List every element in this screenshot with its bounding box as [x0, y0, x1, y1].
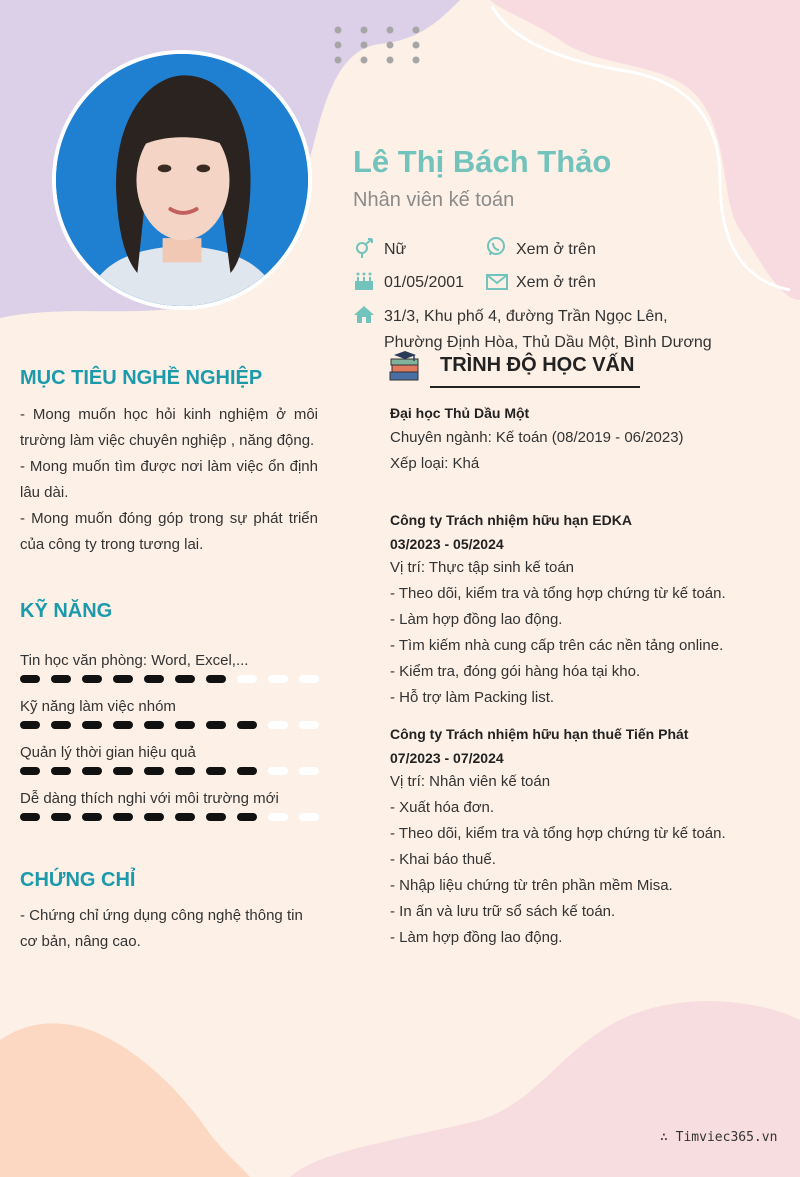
- job-task: - Hỗ trợ làm Packing list.: [390, 689, 555, 706]
- skill-dash-filled: [175, 675, 195, 683]
- company-name: Công ty Trách nhiệm hữu hạn thuế Tiến Phát: [390, 726, 689, 742]
- skill-dash-empty: [299, 767, 319, 775]
- skill-dash-filled: [206, 721, 226, 729]
- skill-dash-filled: [20, 767, 40, 775]
- skill-dash-empty: [299, 675, 319, 683]
- skill-label: Kỹ năng làm việc nhóm: [20, 698, 176, 715]
- address-line-1: 31/3, Khu phố 4, đường Trần Ngọc Lên,: [384, 308, 668, 325]
- skill-dash-empty: [268, 721, 288, 729]
- job-task: - Theo dõi, kiểm tra và tổng hợp chứng từ kế toán.: [390, 585, 726, 602]
- job-task: - Khai báo thuế.: [390, 851, 496, 868]
- skill-dash-filled: [51, 767, 71, 775]
- skill-label: Dễ dàng thích nghi với môi trường mới: [20, 790, 279, 807]
- job-title: Nhân viên kế toán: [353, 189, 515, 211]
- skill-dash-empty: [268, 767, 288, 775]
- skill-dash-filled: [113, 767, 133, 775]
- address-line-2: Phường Định Hòa, Thủ Dầu Một, Bình Dương: [384, 334, 712, 351]
- dot-grid-decoration: [334, 26, 424, 66]
- job-task: - Xuất hóa đơn.: [390, 799, 495, 816]
- certificates-heading: CHỨNG CHỈ: [20, 869, 136, 891]
- phone-value: Xem ở trên: [516, 241, 596, 258]
- skill-dash-filled: [51, 813, 71, 821]
- major: Chuyên ngành: Kế toán (08/2019 - 06/2023): [390, 429, 684, 446]
- skill-dash-filled: [113, 813, 133, 821]
- skill-dash-filled: [20, 675, 40, 683]
- job-task: - Làm hợp đồng lao động.: [390, 611, 563, 628]
- skill-dash-filled: [144, 813, 164, 821]
- skill-dash-filled: [82, 721, 102, 729]
- birthday-cake-icon: [353, 271, 375, 291]
- skills-heading: KỸ NĂNG: [20, 600, 113, 622]
- skill-dash-empty: [268, 813, 288, 821]
- skill-level-bar: [20, 720, 320, 730]
- job-task: - In ấn và lưu trữ sổ sách kế toán.: [390, 903, 616, 920]
- profile-photo: [52, 50, 312, 310]
- objective-line: - Mong muốn học hỏi kinh nghiệm ở môi trường làm việc chuyên nghiệp , năng động.: [20, 406, 318, 449]
- job-task: - Theo dõi, kiểm tra và tổng hợp chứng từ kế toán.: [390, 825, 726, 842]
- skill-dash-filled: [51, 721, 71, 729]
- phone-icon: [486, 237, 508, 257]
- skill-dash-filled: [144, 721, 164, 729]
- skill-level-bar: [20, 812, 320, 822]
- skill-dash-filled: [206, 813, 226, 821]
- objective-line: - Mong muốn đóng góp trong sự phát triển của công ty trong tương lai.: [20, 510, 318, 553]
- skill-label: Quản lý thời gian hiệu quả: [20, 744, 196, 761]
- rank: Xếp loại: Khá: [390, 455, 480, 472]
- skill-dash-filled: [237, 721, 257, 729]
- job-period: 03/2023 - 05/2024: [390, 536, 504, 552]
- skill-dash-filled: [237, 767, 257, 775]
- skill-level-bar: [20, 674, 320, 684]
- objective-text: [20, 402, 318, 558]
- skill-dash-empty: [268, 675, 288, 683]
- footer-brand-text: Timviec365.vn: [675, 1130, 778, 1145]
- skill-label: Tin học văn phòng: Word, Excel,...: [20, 652, 249, 669]
- skill-dash-filled: [144, 675, 164, 683]
- education-heading-underline: [430, 386, 640, 388]
- skill-dash-filled: [175, 813, 195, 821]
- objective-heading: MỤC TIÊU NGHỀ NGHIỆP: [20, 367, 263, 389]
- footer-brand: ∴ Timviec365.vn: [660, 1130, 778, 1145]
- skill-dash-filled: [20, 813, 40, 821]
- birthday-value: 01/05/2001: [384, 274, 465, 291]
- skill-dash-empty: [237, 675, 257, 683]
- skill-dash-filled: [51, 675, 71, 683]
- certificate-text: - Chứng chỉ ứng dụng công nghệ thông tin cơ bản, nâng cao.: [20, 907, 303, 950]
- gender-icon: [353, 238, 375, 258]
- skill-dash-filled: [20, 721, 40, 729]
- skill-dash-filled: [82, 675, 102, 683]
- job-task: - Nhập liệu chứng từ trên phần mềm Misa.: [390, 877, 673, 894]
- skill-level-bar: [20, 766, 320, 776]
- job-task: - Kiểm tra, đóng gói hàng hóa tại kho.: [390, 663, 641, 680]
- school-name: Đại học Thủ Dầu Một: [390, 405, 530, 421]
- job-task: - Tìm kiếm nhà cung cấp trên các nền tảng online.: [390, 637, 724, 654]
- job-task: - Làm hợp đồng lao động.: [390, 929, 563, 946]
- job-position: Vị trí: Thực tập sinh kế toán: [390, 559, 575, 576]
- skill-dash-filled: [206, 675, 226, 683]
- job-period: 07/2023 - 07/2024: [390, 750, 504, 766]
- skill-dash-filled: [175, 721, 195, 729]
- gender-value: Nữ: [384, 241, 407, 258]
- skill-dash-empty: [299, 721, 319, 729]
- skill-dash-filled: [175, 767, 195, 775]
- skill-dash-filled: [113, 721, 133, 729]
- skill-dash-filled: [144, 767, 164, 775]
- skill-dash-filled: [82, 813, 102, 821]
- job-position: Vị trí: Nhân viên kế toán: [390, 773, 551, 790]
- company-name: Công ty Trách nhiệm hữu hạn EDKA: [390, 512, 632, 528]
- email-value: Xem ở trên: [516, 274, 596, 291]
- skill-dash-filled: [237, 813, 257, 821]
- email-icon: [486, 272, 508, 292]
- home-icon: [353, 305, 375, 325]
- education-heading: TRÌNH ĐỘ HỌC VẤN: [440, 354, 635, 376]
- skill-dash-empty: [299, 813, 319, 821]
- skill-dash-filled: [82, 767, 102, 775]
- skill-dash-filled: [206, 767, 226, 775]
- education-books-icon: [388, 350, 422, 382]
- skill-dash-filled: [113, 675, 133, 683]
- objective-line: - Mong muốn tìm được nơi làm việc ổn định lâu dài.: [20, 458, 318, 501]
- candidate-name: Lê Thị Bách Thảo: [353, 144, 612, 179]
